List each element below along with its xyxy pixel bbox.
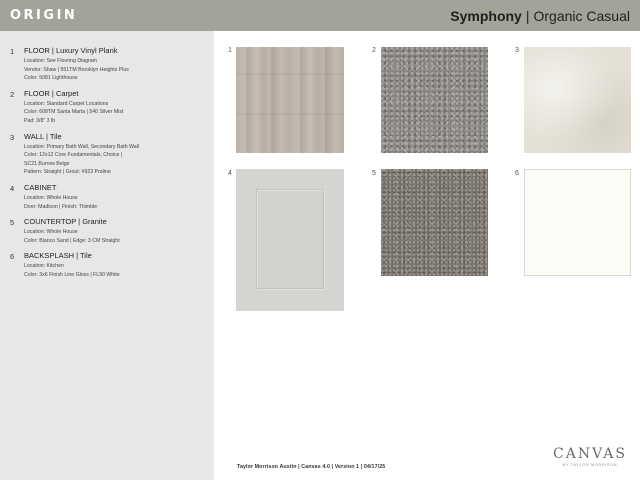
white-tile-swatch [524, 169, 631, 276]
spec-line: Location: Whole House [24, 194, 78, 201]
spec-item-cabinet [10, 183, 208, 211]
swatch-number: 3 [515, 47, 519, 54]
cabinet-door-swatch [236, 169, 344, 311]
collection-separator: | [525, 7, 530, 24]
spec-number: 3 [10, 132, 15, 142]
spec-number: 4 [10, 183, 15, 193]
spec-title: BACKSPLASH | Tile [24, 251, 92, 261]
spec-number: 1 [10, 47, 15, 56]
collection-style: Organic Casual [533, 7, 630, 24]
spec-line: Location: Kitchen [24, 263, 64, 270]
spec-item-floor-carpet [10, 89, 208, 126]
spec-title: FLOOR | Carpet [24, 88, 79, 98]
logo-main: CANVAS [553, 446, 627, 462]
spec-line: Color: Blanco Sand | Edge: 3 CM Straight [24, 237, 120, 244]
collection-title [450, 8, 630, 24]
spec-title: COUNTERTOP | Granite [24, 217, 107, 227]
footer-text: Taylor Morrison Austin | Canvas 4.0 | Version 1 | 04/17/25 [237, 464, 386, 470]
cabinet-panel [256, 189, 324, 289]
swatch-number: 6 [515, 170, 519, 177]
spec-item-backsplash [10, 251, 208, 279]
spec-line: Pattern: Straight | Grout: #923 Praline [24, 169, 111, 176]
tile-swatch [524, 47, 631, 153]
spec-number: 6 [10, 252, 15, 262]
spec-line: Location: See Flooring Diagram [24, 58, 97, 64]
spec-number: 2 [10, 89, 15, 99]
spec-line: Color: 5081 Lighthouse [24, 75, 78, 82]
spec-line: SC21 Burrow Beige [24, 160, 70, 167]
brand-title: ORIGIN [10, 8, 78, 23]
wood-plank-swatch [236, 47, 344, 153]
carpet-swatch [381, 47, 488, 153]
spec-item-floor-lvp [10, 46, 208, 83]
swatch-number: 5 [372, 170, 376, 177]
spec-line: Color: 12x12 Core Fundamentals, Choice | [24, 152, 123, 159]
spec-item-wall-tile [10, 132, 208, 177]
spec-title: WALL | Tile [24, 131, 62, 141]
spec-number: 5 [10, 218, 15, 228]
spec-line: Door: Madison | Finish: Thimble [24, 203, 98, 210]
spec-line: Vendor: Shaw | 551TM Brooklyn Heights Plus [24, 66, 129, 73]
spec-line: Location: Primary Bath Wall, Secondary Bath Wall [24, 143, 139, 150]
spec-line: Location: Whole House [24, 229, 78, 236]
collection-name: Symphony [450, 7, 522, 24]
swatch-number: 1 [228, 47, 232, 54]
spec-sidebar [0, 31, 214, 480]
canvas-logo [548, 446, 632, 472]
spec-title: FLOOR | Luxury Vinyl Plank [24, 46, 118, 55]
header-bar [0, 0, 640, 31]
spec-line: Pad: 3/8" 3 lb [24, 117, 55, 124]
logo-sub: BY TAYLOR MORRISON [562, 463, 618, 467]
spec-title: CABINET [24, 182, 57, 192]
spec-line: Color: 608TM Santa Marta | 540 Silver Mist [24, 109, 124, 116]
swatch-number: 2 [372, 47, 376, 54]
granite-swatch [381, 169, 488, 276]
spec-line: Color: 3x6 Finish Line Gloss | FL90 White [24, 271, 120, 278]
swatch-number: 4 [228, 170, 232, 177]
spec-item-countertop [10, 217, 208, 245]
spec-line: Location: Standard Carpet Locations [24, 100, 109, 107]
